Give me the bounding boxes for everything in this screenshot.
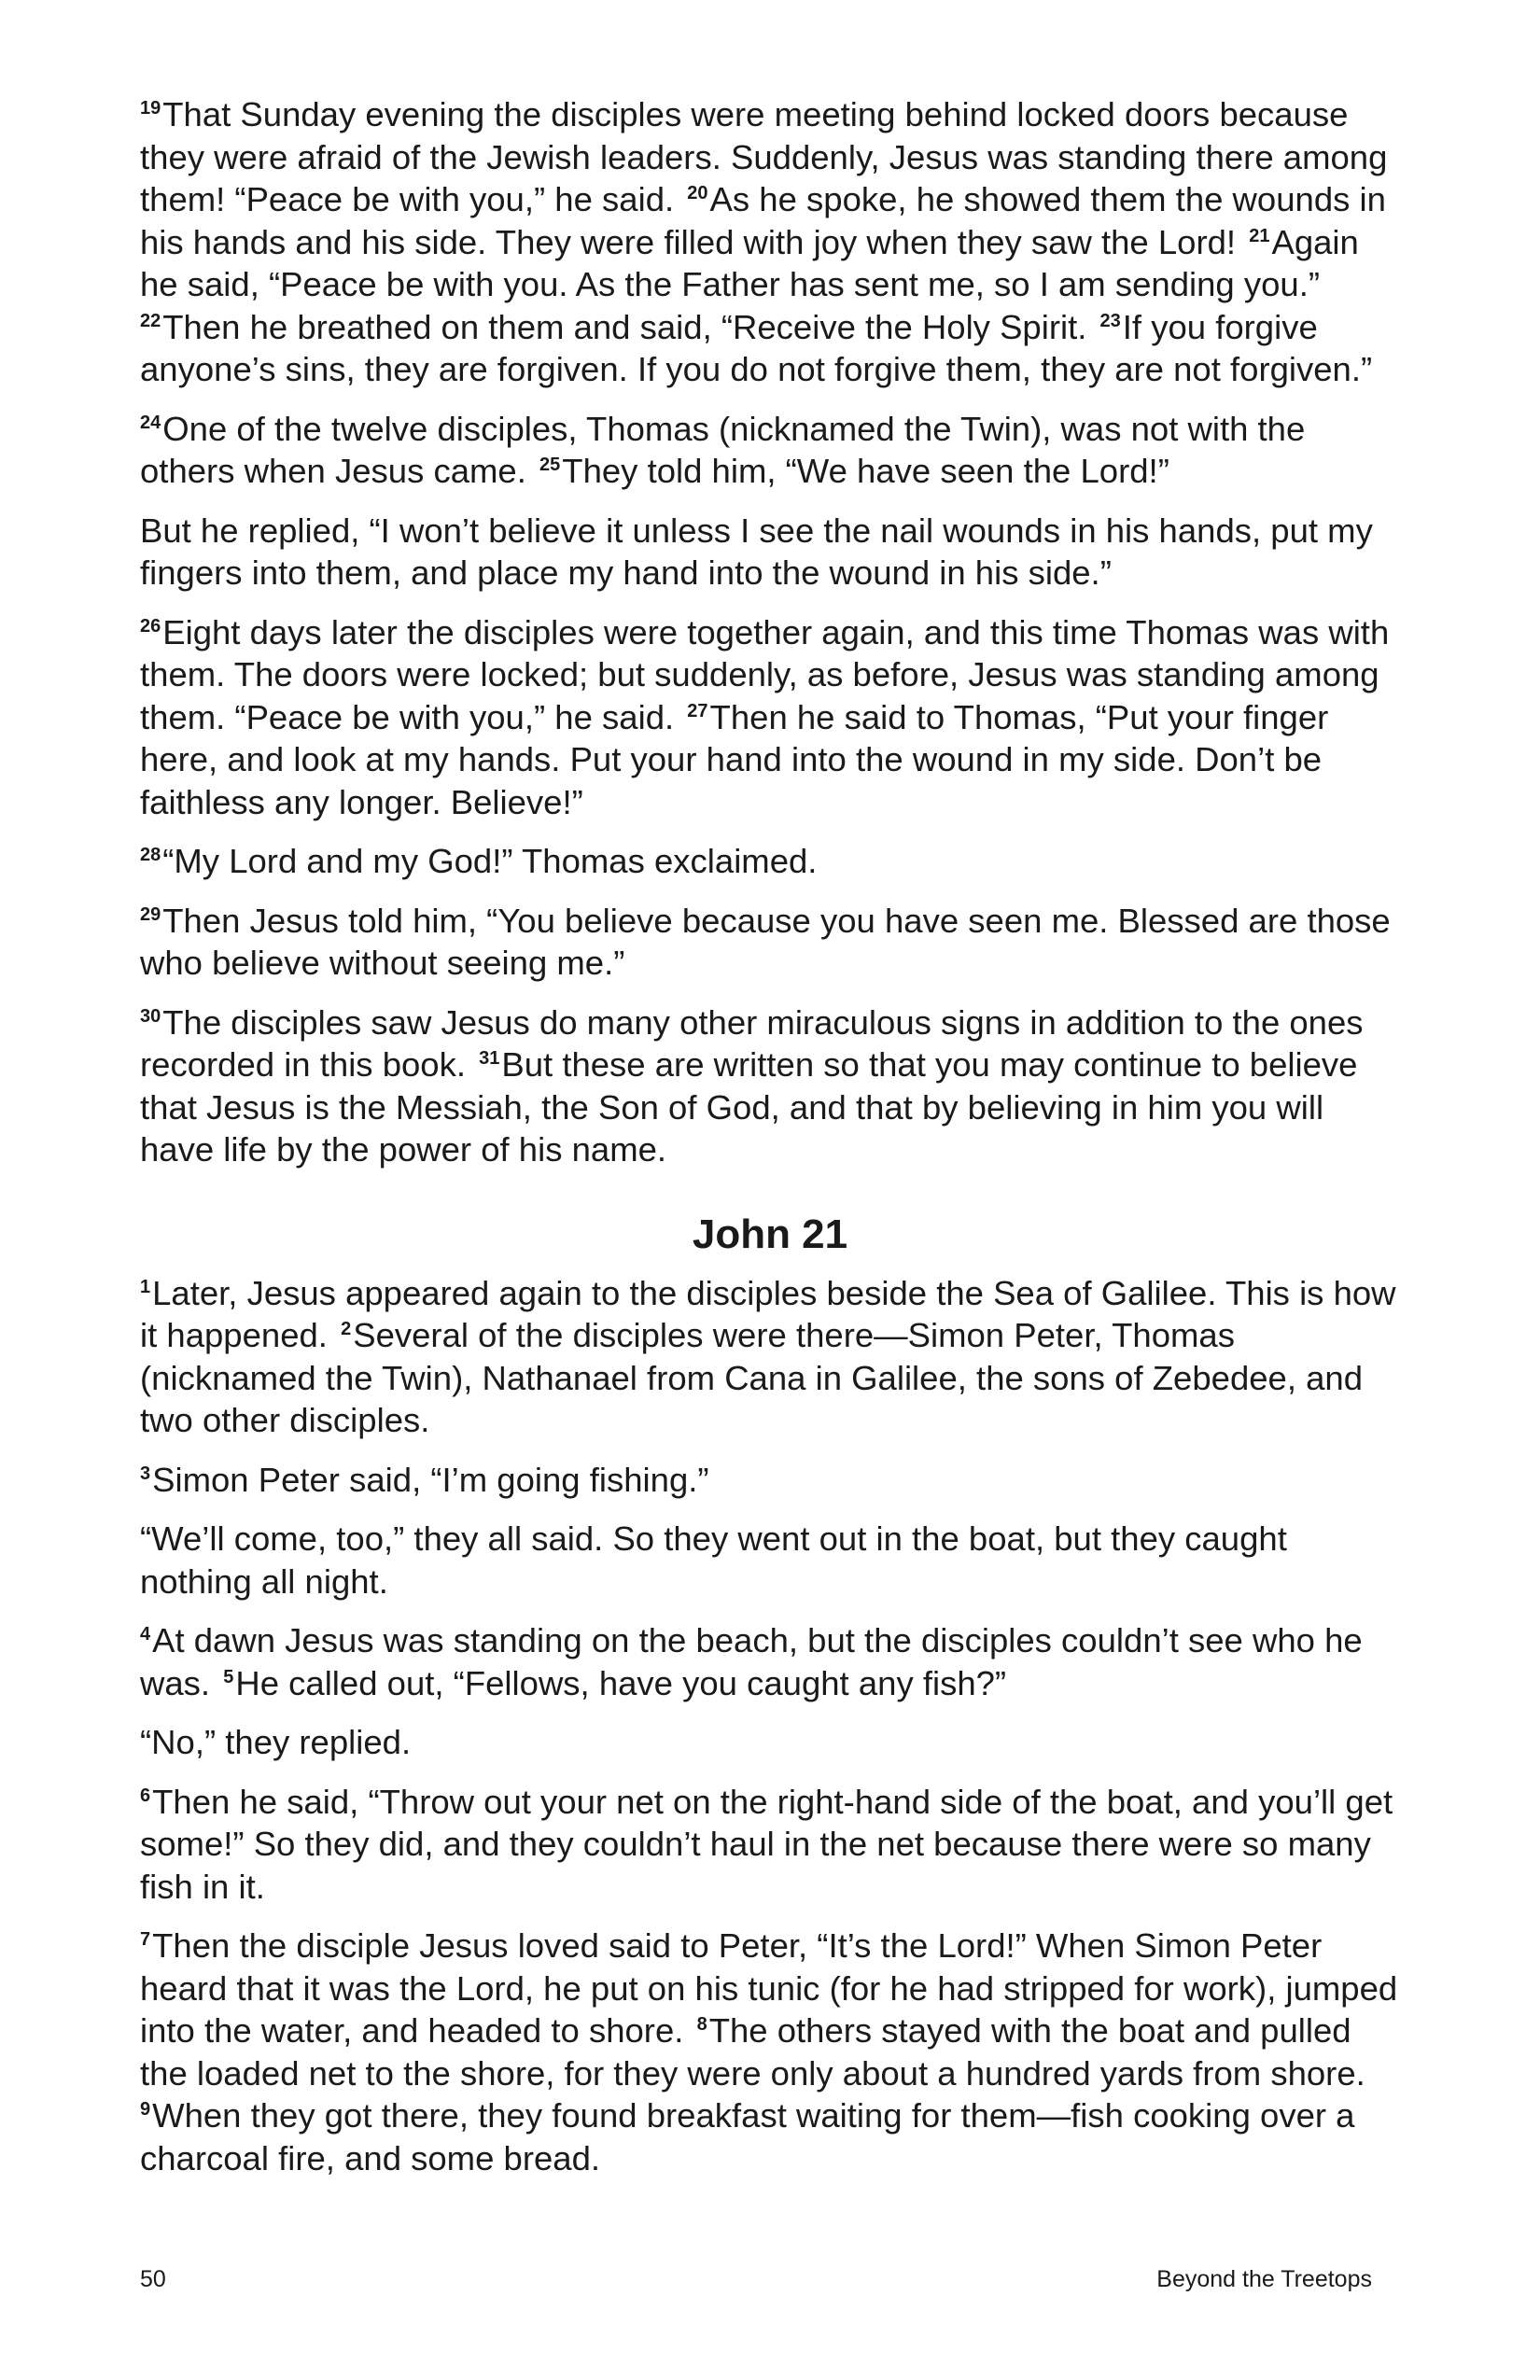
verse-text: At dawn Jesus was standing on the beach, but the disciples couldn’t see who he was. <box>140 1621 1363 1702</box>
paragraph <box>140 611 1400 824</box>
verse-number: 20 <box>687 183 708 203</box>
paragraph <box>140 93 1400 391</box>
verse-text: The others stayed with the boat and pulled the loaded net to the shore, for they were only about a hundred yards from shore. <box>140 2011 1365 2093</box>
verse-number: 4 <box>140 1624 151 1645</box>
verse-number: 5 <box>223 1666 234 1687</box>
page-content <box>140 93 1400 2196</box>
page-number: 50 <box>140 2266 166 2292</box>
book-title: Beyond the Treetops <box>1156 2266 1372 2292</box>
verse-number: 7 <box>140 1929 151 1950</box>
verse-number: 9 <box>140 2099 151 2120</box>
paragraph <box>140 1721 1400 1764</box>
verse-number: 21 <box>1249 225 1270 246</box>
verse-number: 1 <box>140 1276 151 1297</box>
paragraph <box>140 1001 1400 1171</box>
verse-text: As he spoke, he showed them the wounds in his hands and his side. They were filled with joy when they saw the Lord! <box>140 180 1386 261</box>
paragraph <box>140 1459 1400 1502</box>
verse-number: 25 <box>539 455 561 475</box>
paragraph <box>140 900 1400 985</box>
verse-number: 31 <box>479 1048 500 1069</box>
chapter-heading: John 21 <box>692 1211 848 1257</box>
verse-text: That Sunday evening the disciples were meeting behind locked doors because they were afraid of the Jewish leaders. Suddenly, Jesus was standing there among them! “Peace be with you,” he said. <box>140 95 1388 218</box>
verse-number: 3 <box>140 1463 151 1484</box>
verse-text: The disciples saw Jesus do many other miraculous signs in addition to the ones recorded in this book. <box>140 1002 1364 1084</box>
verse-text: But these are written so that you may continue to believe that Jesus is the Messiah, the Son of God, and that by believing in him you will have life by the power of his name. <box>140 1045 1358 1169</box>
paragraph <box>140 1619 1400 1704</box>
paragraph <box>140 1781 1400 1909</box>
verse-text: But he replied, “I won’t believe it unless I see the nail wounds in his hands, put my fingers into them, and place my hand into the wound in his side.” <box>140 511 1373 592</box>
verse-text: When they got there, they found breakfast waiting for them—fish cooking over a charcoal fire, and some bread. <box>140 2096 1355 2177</box>
verse-text: Then the disciple Jesus loved said to Peter, “It’s the Lord!” When Simon Peter heard that it was the Lord, he put on his tunic (for he had stripped for work), jumped into the water, and headed to shore. <box>140 1926 1398 2050</box>
verse-number: 23 <box>1099 310 1121 331</box>
verse-text: “No,” they replied. <box>140 1723 412 1761</box>
verse-text: Then he breathed on them and said, “Receive the Holy Spirit. <box>162 307 1087 346</box>
verse-number: 27 <box>687 700 708 721</box>
verse-number: 30 <box>140 1005 161 1027</box>
verse-text: Several of the disciples were there—Simon Peter, Thomas (nicknamed the Twin), Nathanael from Cana in Galilee, the sons of Zebedee, and two other disciples. <box>140 1316 1364 1439</box>
verse-number: 22 <box>140 310 161 331</box>
verse-text: “My Lord and my God!” Thomas exclaimed. <box>162 842 818 880</box>
page-footer <box>140 2266 1372 2293</box>
verse-text: One of the twelve disciples, Thomas (nicknamed the Twin), was not with the others when Jesus came. <box>140 409 1306 490</box>
verse-number: 8 <box>696 2014 707 2035</box>
verse-text: Simon Peter said, “I’m going fishing.” <box>152 1460 709 1499</box>
verse-number: 28 <box>140 845 161 865</box>
verse-text: If you forgive anyone’s sins, they are forgiven. If you do not forgive them, they are not forgiven.” <box>140 307 1373 388</box>
verse-text: He called out, “Fellows, have you caught any fish?” <box>235 1663 1007 1702</box>
paragraph <box>140 1925 1400 2179</box>
verse-number: 26 <box>140 615 161 637</box>
verse-text: Then he said to Thomas, “Put your finger here, and look at my hands. Put your hand into the wound in my side. Don’t be faithless any longer. Believe!” <box>140 697 1329 821</box>
verse-number: 24 <box>140 412 161 433</box>
verse-text: “We’ll come, too,” they all said. So they went out in the boat, but they caught nothing all night. <box>140 1519 1287 1601</box>
verse-number: 29 <box>140 903 161 925</box>
paragraph <box>140 408 1400 493</box>
verse-text: Later, Jesus appeared again to the disciples beside the Sea of Galilee. This is how it happened. <box>140 1273 1396 1354</box>
paragraph <box>140 840 1400 883</box>
verse-text: Then Jesus told him, “You believe because you have seen me. Blessed are those who believe without seeing me.” <box>140 901 1391 982</box>
paragraph <box>140 510 1400 595</box>
verse-number: 2 <box>341 1319 352 1339</box>
verse-text: They told him, “We have seen the Lord!” <box>562 452 1169 490</box>
verse-text: Again he said, “Peace be with you. As the Father has sent me, so I am sending you.” <box>140 222 1359 303</box>
paragraph <box>140 1272 1400 1442</box>
verse-number: 6 <box>140 1785 151 1806</box>
paragraph <box>140 1518 1400 1603</box>
verse-text: Then he said, “Throw out your net on the right-hand side of the boat, and you’ll get some!” So they did, and they couldn’t haul in the net because there were so many fish in it. <box>140 1782 1393 1906</box>
verse-text: Eight days later the disciples were together again, and this time Thomas was with them. The doors were locked; but suddenly, as before, Jesus was standing among them. “Peace be with you,” he said. <box>140 612 1390 736</box>
verse-number: 19 <box>140 98 161 119</box>
